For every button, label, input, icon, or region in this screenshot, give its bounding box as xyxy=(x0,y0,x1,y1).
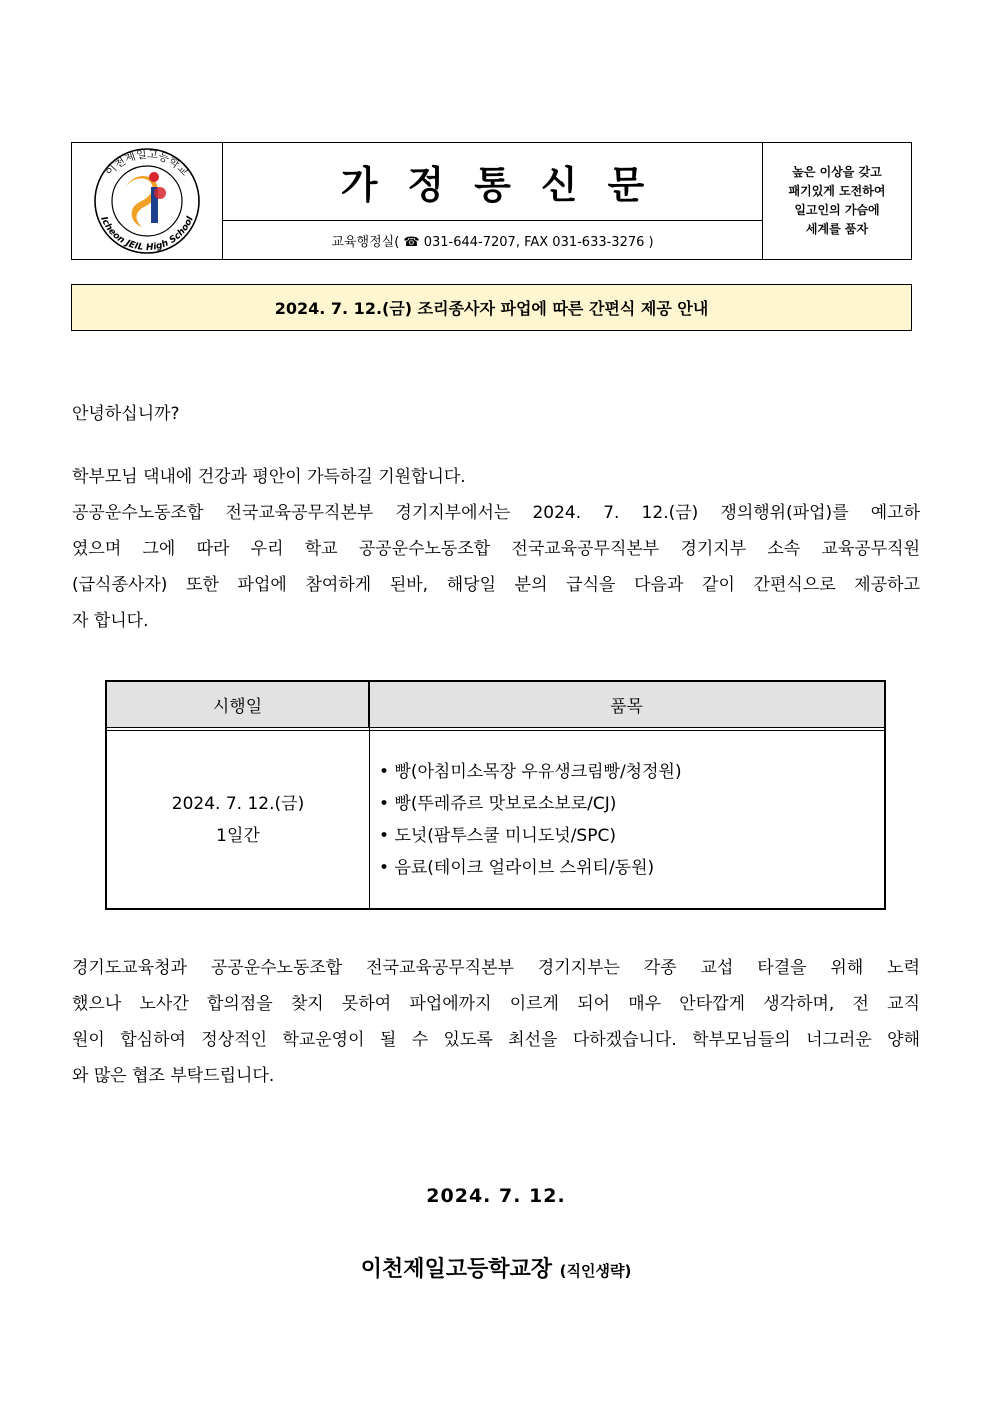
snack-table xyxy=(105,680,886,910)
list-item: • 음료(테이크 얼라이브 스위티/동원) xyxy=(379,852,879,884)
signer-name: 이천제일고등학교장 xyxy=(360,1257,552,1282)
svg-text:Icheon JEIL High School xyxy=(98,214,196,253)
intro-line: 자 합니다. xyxy=(72,611,149,631)
table-items-cell xyxy=(379,731,879,908)
school-logo-cell xyxy=(72,143,223,259)
sign-date: 2024. 7. 12. xyxy=(426,1185,566,1207)
school-motto xyxy=(762,143,911,259)
closing-line: 했으나 노사간 합의점을 찾지 못하여 파업에까지 이르게 되어 매우 안타깝게 생각하며, 전 교직 xyxy=(72,994,920,1014)
contact-info: 교육행정실( ☎ 031-644-7207, FAX 031-633-3276 ) xyxy=(331,234,654,250)
list-item: • 빵(뚜레쥬르 맛보로소보로/CJ) xyxy=(379,788,879,820)
intro-line: 공공운수노동조합 전국교육공무직본부 경기지부에서는 2024. 7. 12.(금) 쟁의행위(파업)를 예고하 xyxy=(72,503,920,523)
table-column-divider xyxy=(369,682,370,908)
date-line: 2024. 7. 12.(금) xyxy=(171,793,305,814)
table-header-date: 시행일 xyxy=(107,682,369,728)
intro-line: 였으며 그에 따라 우리 학교 공공운수노동조합 전국교육공무직본부 경기지부 소속 교육공무직원 xyxy=(72,539,920,559)
intro-line: 학부모님 댁내에 건강과 평안이 가득하길 기원합니다. xyxy=(72,467,466,487)
list-item: • 도넛(팜투스쿨 미니도넛/SPC) xyxy=(379,820,879,852)
seal-note: (직인생략) xyxy=(559,1262,632,1280)
intro-paragraph xyxy=(72,459,920,639)
logo-ring-english: Icheon JEIL High School xyxy=(98,215,196,254)
logo-ring-korean: 이천제일고등학교 xyxy=(102,147,192,179)
motto-line: 패기있게 도전하여 xyxy=(788,184,886,198)
table-header-items: 품목 xyxy=(369,682,884,728)
title-cell xyxy=(223,143,762,221)
svg-text:이천제일고등학교 xyxy=(102,147,191,179)
closing-paragraph xyxy=(72,950,920,1094)
closing-line: 경기도교육청과 공공운수노동조합 전국교육공무직본부 경기지부는 각종 교섭 타결을 위해 노력 xyxy=(72,958,920,978)
intro-line: (급식종사자) 또한 파업에 참여하게 된바, 해당일 분의 급식을 다음과 같이 간편식으로 제공하고 xyxy=(72,575,920,595)
list-item: • 빵(아침미소목장 우유생크림빵/청정원) xyxy=(379,756,879,788)
table-date-cell xyxy=(107,731,369,908)
school-emblem-icon xyxy=(78,147,216,255)
closing-line: 와 많은 협조 부탁드립니다. xyxy=(72,1066,275,1086)
greeting: 안녕하십니까? xyxy=(72,404,180,424)
closing-line: 원이 합심하여 정상적인 학교운영이 될 수 있도록 최선을 다하겠습니다. 학부모님들의 너그러운 양해 xyxy=(72,1030,920,1050)
motto-line: 세계를 품자 xyxy=(805,222,869,236)
notice-subject-banner: 2024. 7. 12.(금) 조리종사자 파업에 따른 간편식 제공 안내 xyxy=(71,284,912,331)
motto-line: 일고인의 가슴에 xyxy=(794,203,880,217)
signer xyxy=(0,1252,992,1283)
page-title: 가정통신문 xyxy=(340,163,675,207)
letterhead xyxy=(71,142,912,260)
logo-red-dot xyxy=(149,172,159,182)
duration-line: 1일간 xyxy=(216,825,260,846)
motto-line: 높은 이상을 갖고 xyxy=(792,165,882,179)
